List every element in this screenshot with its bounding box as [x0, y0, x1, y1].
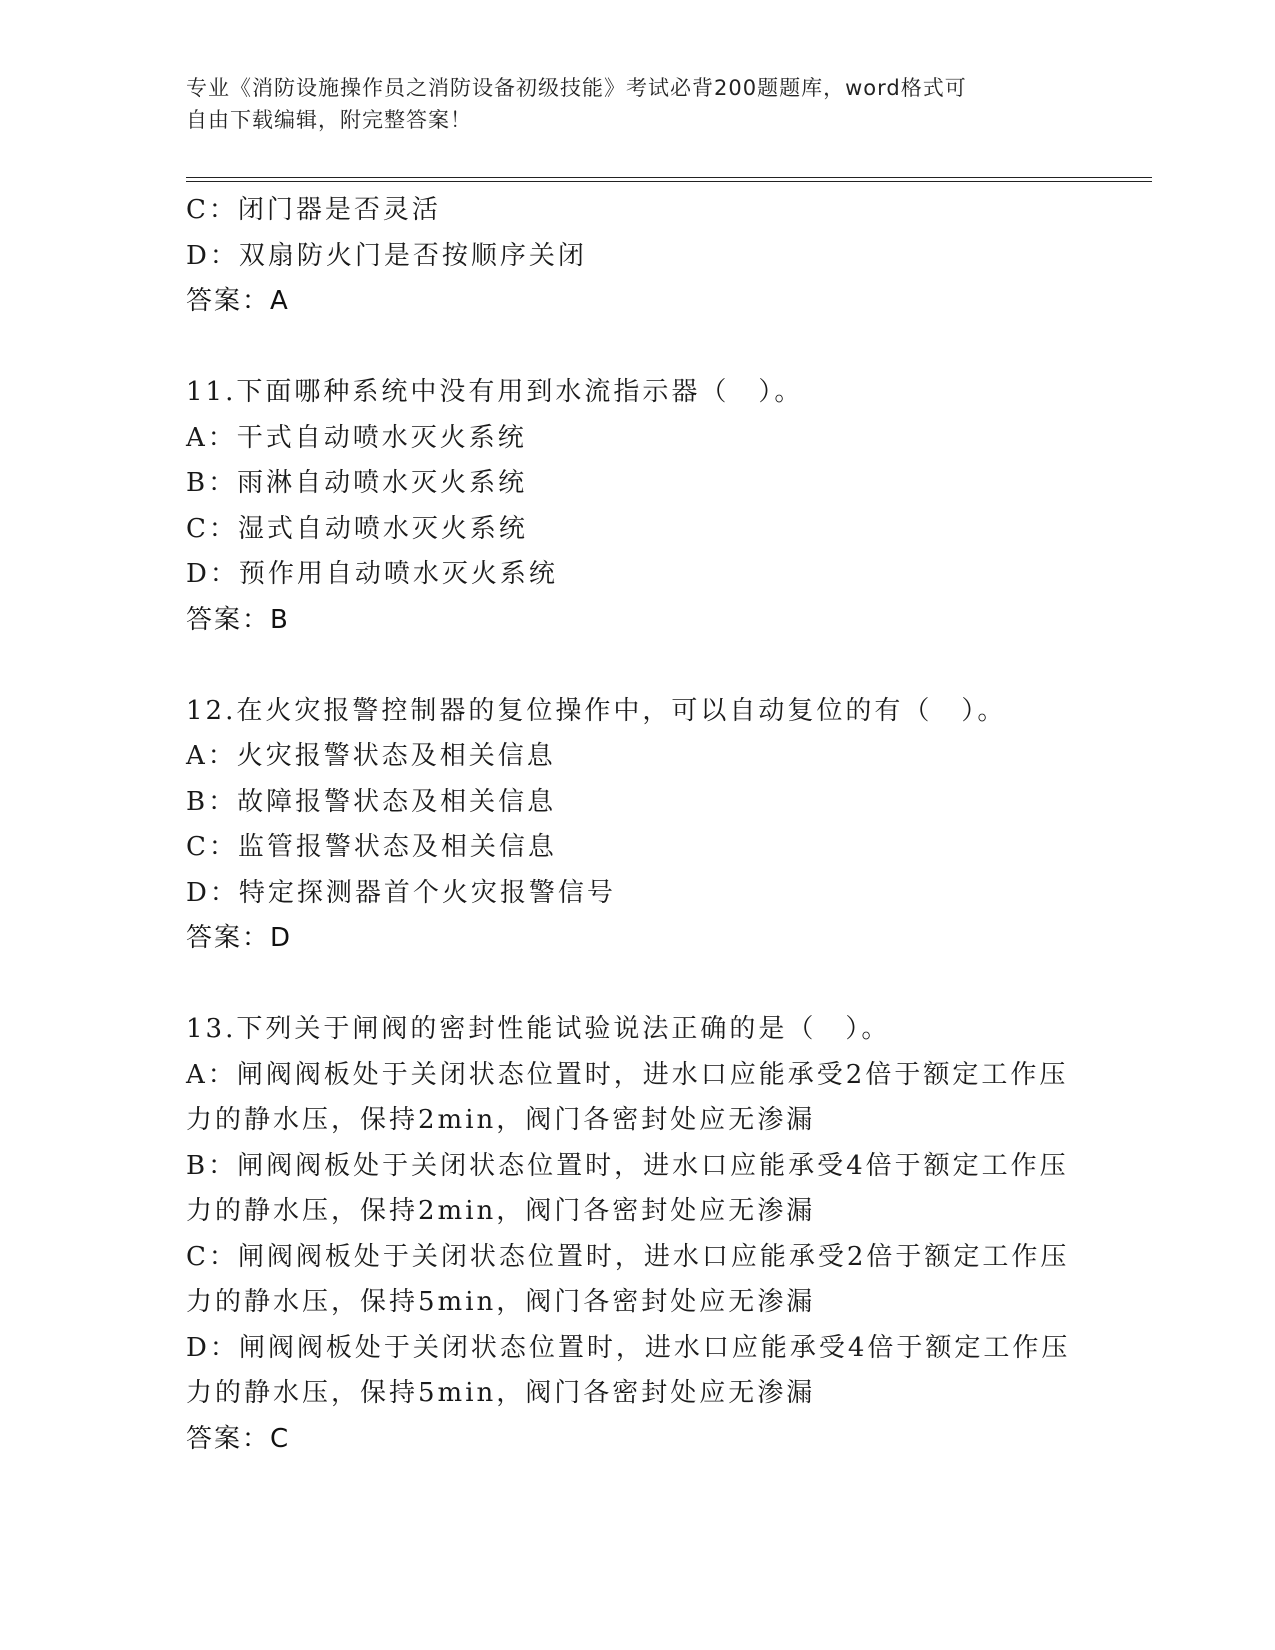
header-title-line-2: 自由下载编辑，附完整答案！ [186, 108, 472, 132]
option-d: D：预作用自动喷水灭火系统 [186, 559, 558, 589]
spacer [186, 643, 1086, 689]
page-header [186, 72, 1066, 136]
question-stem: 12.在火灾报警控制器的复位操作中，可以自动复位的有（ ）。 [186, 695, 1007, 726]
option-a-line-2: 力的静水压，保持2min，阀门各密封处应无渗漏 [186, 1105, 816, 1135]
option-d-line-1: D：闸阀阀板处于关闭状态位置时，进水口应能承受4倍于额定工作压 [186, 1332, 1071, 1363]
option-d: D：特定探测器首个火灾报警信号 [186, 877, 616, 908]
question-list [186, 188, 1086, 1462]
question-11 [186, 370, 1086, 643]
spacer [186, 325, 1086, 371]
option-b: B：雨淋自动喷水灭火系统 [186, 468, 528, 498]
answer: 答案：B [186, 604, 290, 635]
answer: 答案：A [186, 286, 290, 316]
option-a: A：干式自动喷水灭火系统 [186, 422, 527, 453]
answer: 答案：D [186, 923, 293, 953]
option-a-line-1: A：闸阀阀板处于关闭状态位置时，进水口应能承受2倍于额定工作压 [186, 1059, 1069, 1090]
answer: 答案：C [186, 1423, 291, 1454]
header-divider-top [186, 177, 1152, 178]
option-c-line-2: 力的静水压，保持5min，阀门各密封处应无渗漏 [186, 1287, 816, 1317]
option-b-line-1: B：闸阀阀板处于关闭状态位置时，进水口应能承受4倍于额定工作压 [186, 1150, 1069, 1181]
option-c: C：监管报警状态及相关信息 [186, 832, 557, 862]
option-d-line-2: 力的静水压，保持5min，阀门各密封处应无渗漏 [186, 1378, 816, 1408]
question-stem: 11.下面哪种系统中没有用到水流指示器（ ）。 [186, 377, 804, 407]
option-c-line-1: C：闸阀阀板处于关闭状态位置时，进水口应能承受2倍于额定工作压 [186, 1241, 1070, 1272]
option-b-line-2: 力的静水压，保持2min，阀门各密封处应无渗漏 [186, 1196, 816, 1226]
option-a: A：火灾报警状态及相关信息 [186, 741, 556, 771]
header-divider-bottom [186, 181, 1152, 182]
option-b: B：故障报警状态及相关信息 [186, 786, 557, 817]
option-c: C：闭门器是否灵活 [186, 195, 441, 225]
header-title-line-1: 专业《消防设施操作员之消防设备初级技能》考试必背200题题库，word格式可 [186, 76, 967, 100]
question-stem: 13.下列关于闸阀的密封性能试验说法正确的是（ ）。 [186, 1014, 891, 1044]
question-10-tail [186, 188, 1086, 325]
option-d: D：双扇防火门是否按顺序关闭 [186, 240, 587, 271]
question-12 [186, 689, 1086, 962]
option-c: C：湿式自动喷水灭火系统 [186, 513, 528, 544]
spacer [186, 962, 1086, 1008]
question-13 [186, 1007, 1086, 1462]
